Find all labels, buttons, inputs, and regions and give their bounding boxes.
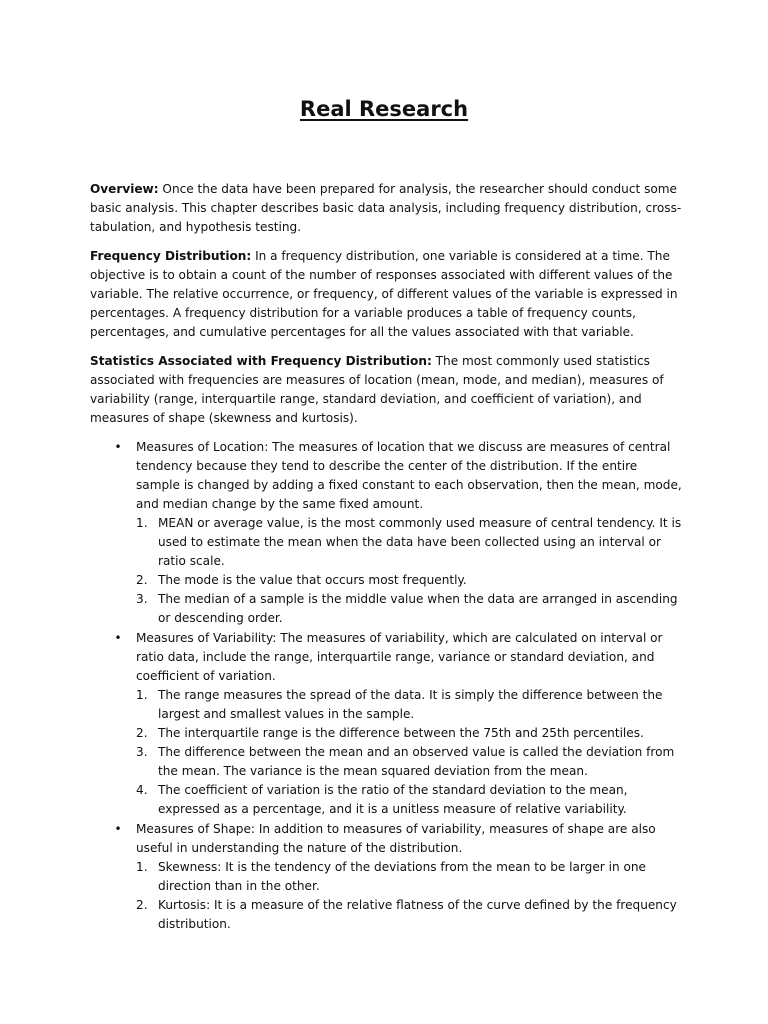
item-number: 2.: [136, 726, 148, 741]
measures-list: [90, 438, 682, 934]
bullet-icon: •: [114, 821, 122, 836]
item-text: The interquartile range is the difference between the 75th and 25th percentiles.: [158, 726, 644, 741]
bullet-text: Measures of Shape: In addition to measures of variability, measures of shape are also useful in understanding the nature of the distribution.: [136, 821, 656, 855]
paragraph-lead: Statistics Associated with Frequency Distribution:: [90, 353, 432, 368]
document-body: [90, 180, 682, 934]
numbered-item: [136, 858, 682, 896]
paragraph-statistics: [90, 352, 682, 428]
numbered-item: [136, 743, 682, 781]
bullet-item-variability: [90, 629, 682, 820]
numbered-item: [136, 896, 682, 934]
numbered-list: [136, 686, 682, 820]
numbered-item: [136, 571, 682, 590]
item-text: The median of a sample is the middle value when the data are arranged in ascending or descending order.: [158, 592, 678, 626]
numbered-item: [136, 590, 682, 628]
bullet-item-location: [90, 438, 682, 629]
item-text: Kurtosis: It is a measure of the relative flatness of the curve defined by the frequency distribution.: [158, 897, 677, 931]
paragraph-text: The most commonly used statistics associated with frequencies are measures of location (mean, mode, and median), measures of variability (range, interquartile range, standard deviation, and coefficient of variation), and measures of shape (skewness and kurtosis).: [90, 353, 664, 426]
item-text: Skewness: It is the tendency of the deviations from the mean to be larger in one direction than in the other.: [158, 859, 646, 893]
item-number: 2.: [136, 897, 148, 912]
item-number: 2.: [136, 573, 148, 588]
paragraph-text: Once the data have been prepared for analysis, the researcher should conduct some basic analysis. This chapter describes basic data analysis, including frequency distribution, cross-tabulation, and hypothesis testing.: [90, 182, 682, 235]
item-text: The coefficient of variation is the ratio of the standard deviation to the mean, expressed as a percentage, and it is a unitless measure of relative variability.: [158, 783, 628, 817]
item-number: 4.: [136, 783, 148, 798]
paragraph-frequency-distribution: [90, 247, 682, 342]
item-number: 1.: [136, 516, 148, 530]
paragraph-lead: Frequency Distribution:: [90, 248, 252, 263]
item-text: The range measures the spread of the data. It is simply the difference between the largest and smallest values in the sample.: [158, 687, 663, 721]
numbered-item: [136, 514, 682, 571]
bullet-icon: •: [114, 630, 122, 645]
numbered-item: [136, 781, 682, 819]
item-text: MEAN or average value, is the most commonly used measure of central tendency. It is used to estimate the mean when the data have been collected using an interval or ratio scale.: [158, 516, 682, 569]
item-number: 3.: [136, 745, 148, 760]
item-text: The mode is the value that occurs most frequently.: [158, 573, 467, 588]
item-number: 1.: [136, 859, 148, 874]
numbered-list: [136, 514, 682, 629]
bullet-item-shape: [90, 820, 682, 935]
bullet-text: Measures of Variability: The measures of variability, which are calculated on interval or ratio data, include the range, interquartile range, variance or standard deviation, and coefficient of variation.: [136, 630, 663, 683]
paragraph-text: In a frequency distribution, one variable is considered at a time. The objective is to obtain a count of the number of responses associated with different values of the variable. The relative occurrence, or frequency, of different values of the variable is expressed in percentages. A frequency distribution for a variable produces a table of frequency counts, percentages, and cumulative percentages for all the values associated with that variable.: [90, 248, 678, 340]
paragraph-lead: Overview:: [90, 182, 159, 196]
paragraph-overview: [90, 180, 682, 237]
item-text: The difference between the mean and an observed value is called the deviation from the mean. The variance is the mean squared deviation from the mean.: [158, 745, 675, 779]
bullet-icon: •: [114, 439, 122, 454]
page-title: Real Research: [299, 97, 469, 121]
numbered-list: [136, 858, 682, 934]
bullet-text: Measures of Location: The measures of location that we discuss are measures of central tendency because they tend to describe the center of the distribution. If the entire sample is changed by adding a fixed constant to each observation, then the mean, mode, and median change by the same fixed amount.: [136, 439, 682, 511]
item-number: 3.: [136, 592, 148, 607]
numbered-item: [136, 686, 682, 724]
item-number: 1.: [136, 687, 148, 702]
numbered-item: [136, 724, 682, 743]
